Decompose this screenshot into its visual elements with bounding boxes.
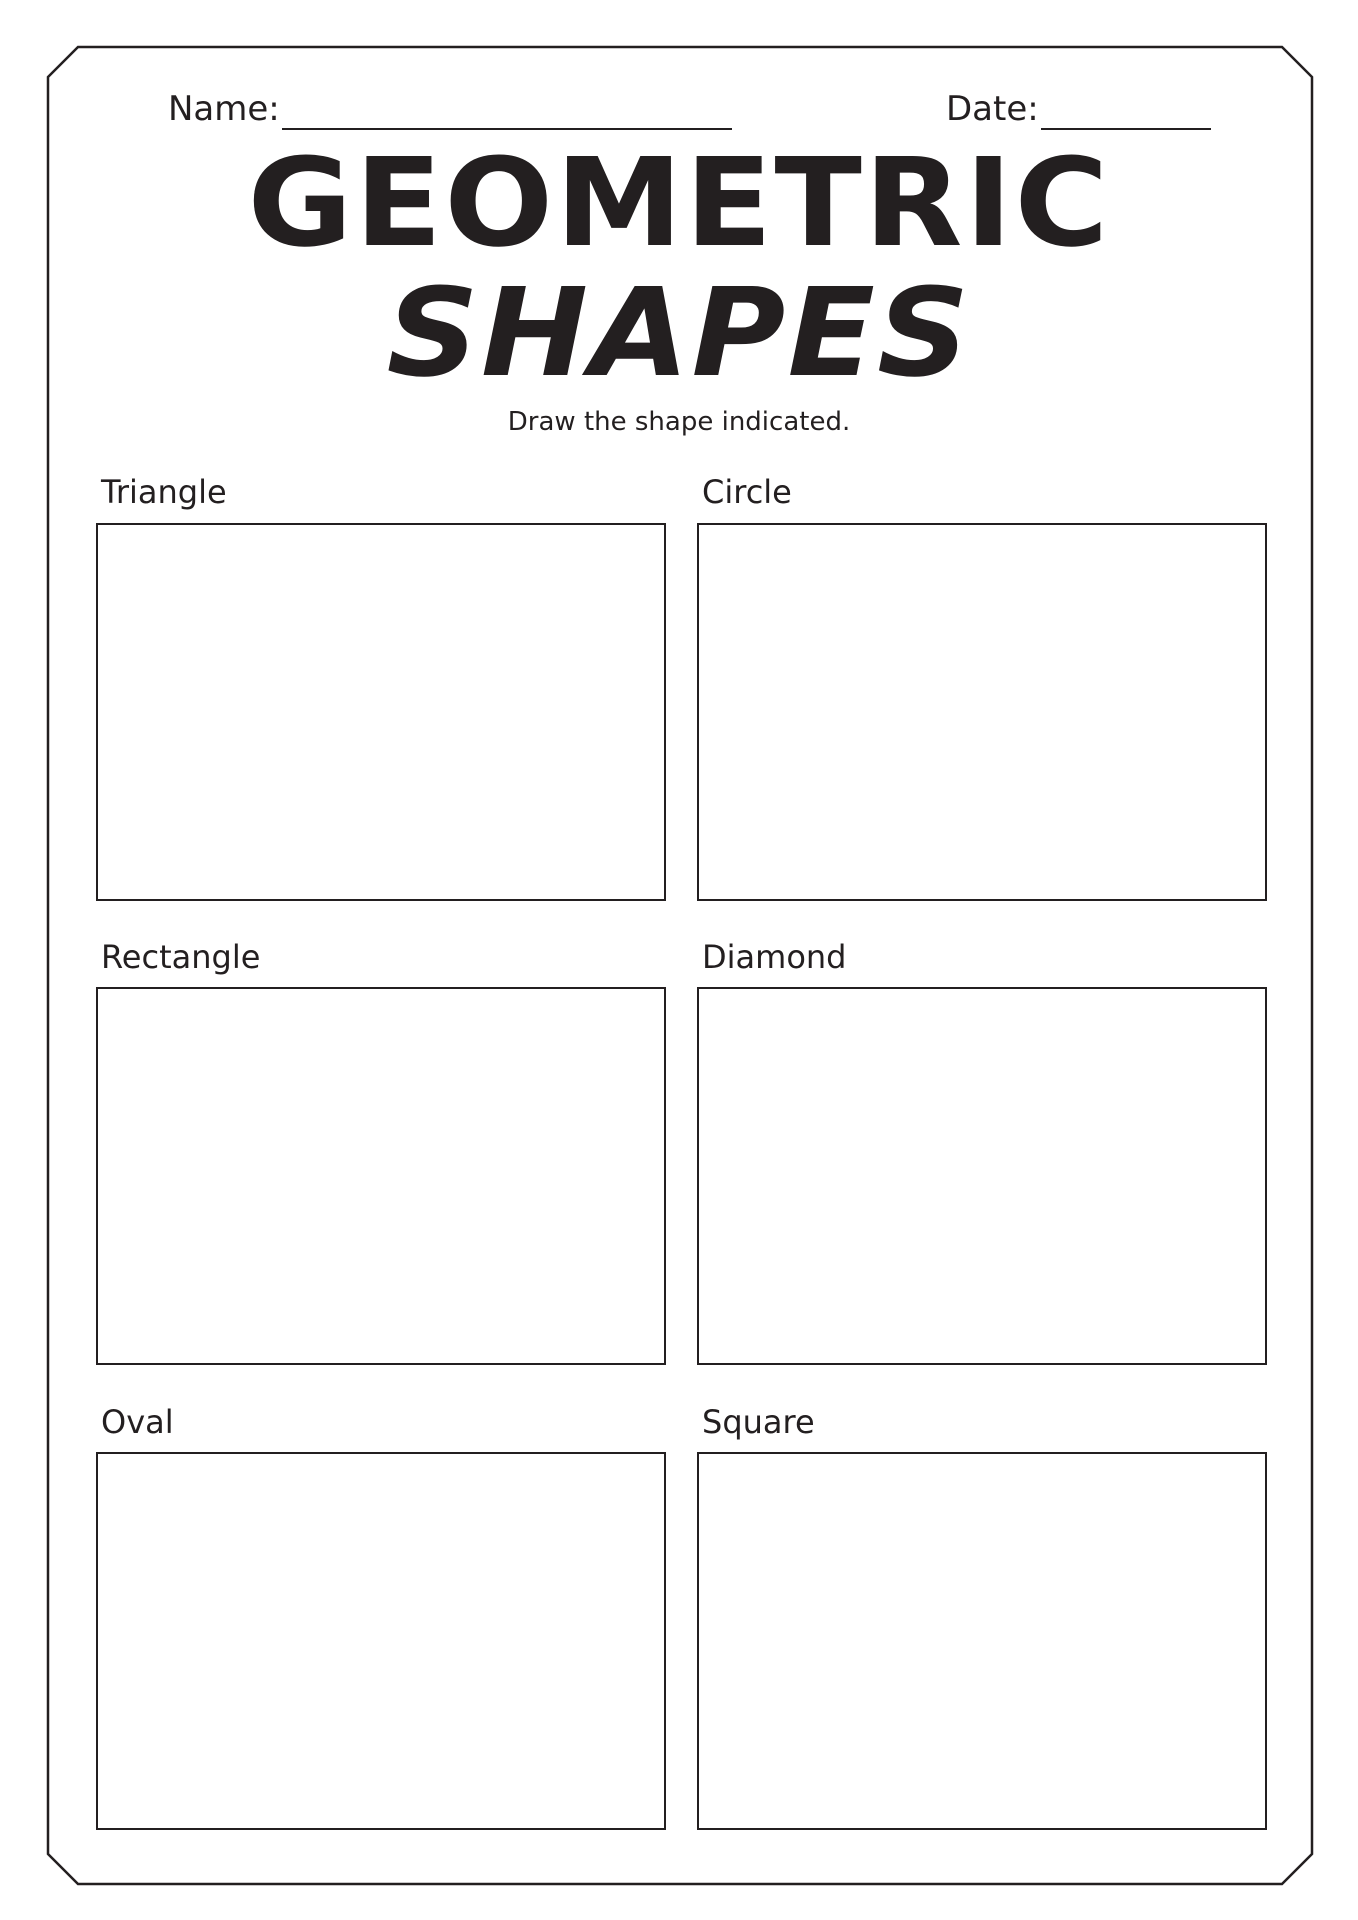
drawing-box-diamond[interactable] xyxy=(697,987,1267,1365)
shape-label-square: Square xyxy=(702,1403,815,1441)
name-blank-line[interactable] xyxy=(282,90,732,130)
drawing-box-square[interactable] xyxy=(697,1452,1267,1830)
drawing-box-triangle[interactable] xyxy=(96,523,666,901)
date-label: Date: xyxy=(946,89,1039,129)
name-field[interactable] xyxy=(168,88,732,130)
drawing-box-rectangle[interactable] xyxy=(96,987,666,1365)
title-line-1: GEOMETRIC xyxy=(247,132,1111,274)
instruction-text: Draw the shape indicated. xyxy=(507,407,851,437)
shape-label-triangle: Triangle xyxy=(101,473,227,511)
drawing-box-circle[interactable] xyxy=(697,523,1267,901)
date-blank-line[interactable] xyxy=(1041,90,1211,130)
shape-label-diamond: Diamond xyxy=(702,938,847,976)
name-label: Name: xyxy=(168,89,280,129)
drawing-box-oval[interactable] xyxy=(96,1452,666,1830)
shape-label-circle: Circle xyxy=(702,473,792,511)
shape-label-oval: Oval xyxy=(101,1403,174,1441)
shape-label-rectangle: Rectangle xyxy=(101,938,261,976)
date-field[interactable] xyxy=(946,88,1211,130)
title-line-2: SHAPES xyxy=(386,262,972,404)
